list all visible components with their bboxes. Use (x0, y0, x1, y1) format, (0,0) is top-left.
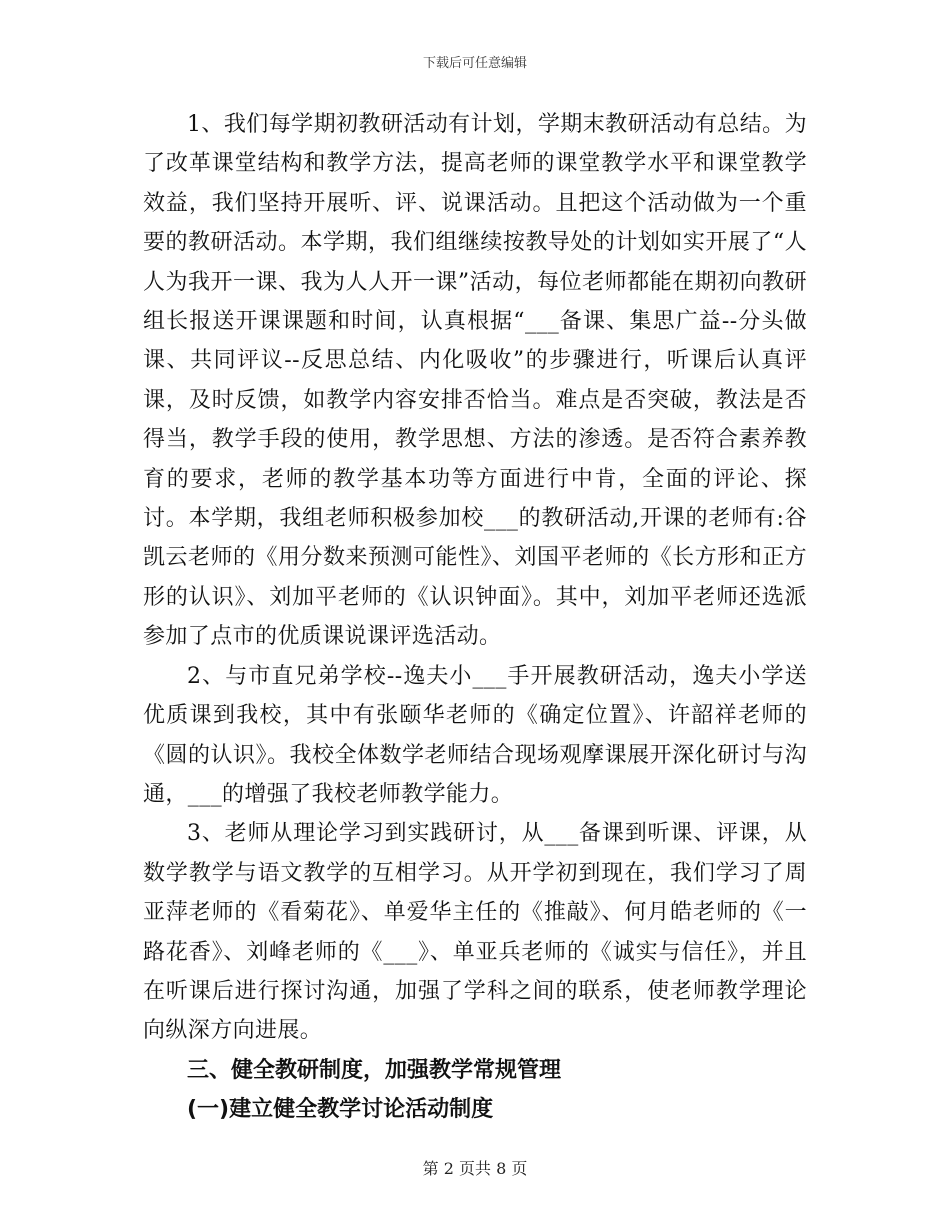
paragraph-2: 2、与市直兄弟学校--逸夫小___手开展教研活动，逸夫小学送优质课到我校，其中有张颐华老师的《确定位置》、许韶祥老师的《圆的认识》。我校全体数学老师结合现场观摩课展开深化研讨与沟通，___的增强了我校老师教学能力。 (143, 663, 807, 807)
page-header-note: 下载后可任意编辑 (422, 56, 527, 71)
subsection-heading: (一)建立健全教学讨论活动制度 (187, 1097, 494, 1123)
document-body (143, 105, 807, 1130)
section-heading: 三、健全教研制度，加强教学常规管理 (187, 1057, 562, 1083)
page-number: 第 2 页共 8 页 (422, 1159, 528, 1178)
paragraph-1: 1、我们每学期初教研活动有计划，学期末教研活动有总结。为了改革课堂结构和教学方法，提高老师的课堂教学水平和课堂教学效益，我们坚持开展听、评、说课活动。且把这个活动做为一个重要的教研活动。本学期，我们组继续按教导处的计划如实开展了“人人为我开一课、我为人人开一课”活动，每位老师都能在期初向教研组长报送开课课题和时间，认真根据“___备课、集思广益--分头做课、共同评议--反思总结、内化吸收”的步骤进行，听课后认真评课，及时反馈，如教学内容安排否恰当。难点是否突破，教法是否得当，教学手段的使用，教学思想、方法的渗透。是否符合素养教育的要求，老师的教学基本功等方面进行中肯，全面的评论、探讨。本学期，我组老师积极参加校___的教研活动,开课的老师有:谷凯云老师的《用分数来预测可能性》、刘国平老师的《长方形和正方形的认识》、刘加平老师的《认识钟面》。其中，刘加平老师还选派参加了点市的优质课说课评选活动。 (143, 112, 807, 650)
paragraph-3: 3、老师从理论学习到实践研讨，从___备课到听课、评课，从数学教学与语文教学的互相学习。从开学初到现在，我们学习了周亚萍老师的《看菊花》、单爱华主任的《推敲》、何月皓老师的《一路花香》、刘峰老师的《___》、单亚兵老师的《诚实与信任》，并且在听课后进行探讨沟通，加强了学科之间的联系，使老师教学理论向纵深方向进展。 (143, 821, 807, 1044)
